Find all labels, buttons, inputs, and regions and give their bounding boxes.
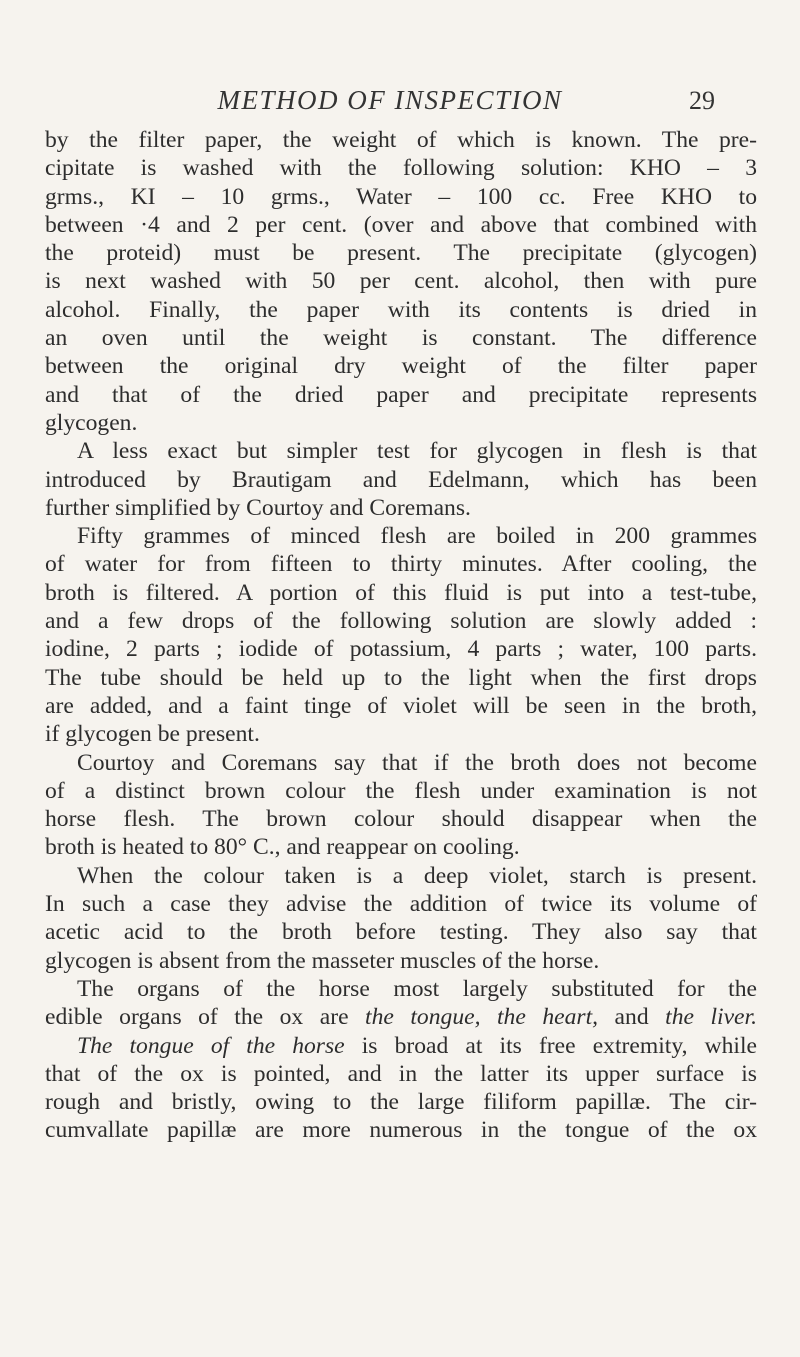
italic-run: The tongue of the horse [77, 1032, 345, 1059]
text-line: The tube should be held up to the light when the first drops [45, 664, 757, 691]
text-line: introduced by Brautigam and Edelmann, which has been [45, 466, 757, 493]
text-line: of water for from fifteen to thirty minutes. After cooling, the [45, 551, 757, 578]
text-line: In such a case they advise the addition of twice its volume of [45, 891, 757, 918]
text-line: iodine, 2 parts ; iodide of potassium, 4 parts ; water, 100 parts. [45, 636, 757, 663]
text-line: if glycogen be present. [45, 721, 260, 748]
text-line: glycogen. [45, 409, 138, 436]
italic-run: the liver. [665, 1004, 757, 1031]
page-number: 29 [689, 86, 715, 115]
italic-run: the tongue, the heart, [365, 1004, 599, 1031]
text-line: glycogen is absent from the masseter muscles of the horse. [45, 947, 600, 974]
text-line: by the filter paper, the weight of which is known. The pre- [45, 127, 757, 153]
text-line: acetic acid to the broth before testing. They also say that [45, 919, 757, 946]
text-run: edible organs of the ox are [45, 1004, 366, 1031]
text-line [45, 1003, 757, 1031]
text-line: is next washed with 50 per cent. alcohol, then with pure [45, 268, 757, 295]
text-line: that of the ox is pointed, and in the latter its upper surface is [45, 1060, 757, 1087]
paragraph-start-line [45, 1032, 757, 1060]
paragraph-start-line: When the colour taken is a deep violet, starch is present. [77, 862, 757, 889]
text-run: is broad at its free extremity, while [344, 1032, 758, 1059]
text-line: further simplified by Courtoy and Coremans. [45, 494, 471, 521]
text-line: an oven until the weight is constant. The difference [45, 325, 757, 352]
text-line: cumvallate papillæ are more numerous in the tongue of the ox [45, 1117, 757, 1144]
text-line: cipitate is washed with the following solution: KHO – 3 [45, 155, 757, 182]
text-line: between ·4 and 2 per cent. (over and above that combined with [45, 211, 757, 238]
text-line: alcohol. Finally, the paper with its contents is dried in [45, 296, 757, 323]
paragraph-start-line: The organs of the horse most largely substituted for the [77, 975, 757, 1002]
text-line: horse flesh. The brown colour should disappear when the [45, 806, 757, 833]
body-text [45, 126, 757, 1145]
text-line: and that of the dried paper and precipitate represents [45, 381, 757, 408]
paragraph-start-line: Fifty grammes of minced flesh are boiled in 200 grammes [77, 523, 757, 550]
text-run: and [598, 1004, 666, 1031]
paragraph-start-line: A less exact but simpler test for glycogen in flesh is that [77, 438, 757, 465]
text-line: rough and bristly, owing to the large filiform papillæ. The cir- [45, 1089, 757, 1116]
text-line: broth is heated to 80° C., and reappear on cooling. [45, 834, 520, 861]
text-line: are added, and a faint tinge of violet will be seen in the broth, [45, 692, 757, 719]
running-head: METHOD OF INSPECTION [217, 85, 563, 115]
text-line: of a distinct brown colour the flesh under examination is not [45, 777, 757, 804]
text-line: grms., KI – 10 grms., Water – 100 cc. Free KHO to [45, 183, 757, 210]
text-line: the proteid) must be present. The precipitate (glycogen) [45, 240, 757, 267]
text-line: between the original dry weight of the filter paper [45, 353, 757, 380]
paragraph-start-line: Courtoy and Coremans say that if the broth does not become [77, 749, 757, 776]
text-line: and a few drops of the following solution are slowly added : [45, 608, 757, 635]
text-line: broth is filtered. A portion of this fluid is put into a test-tube, [45, 579, 757, 606]
